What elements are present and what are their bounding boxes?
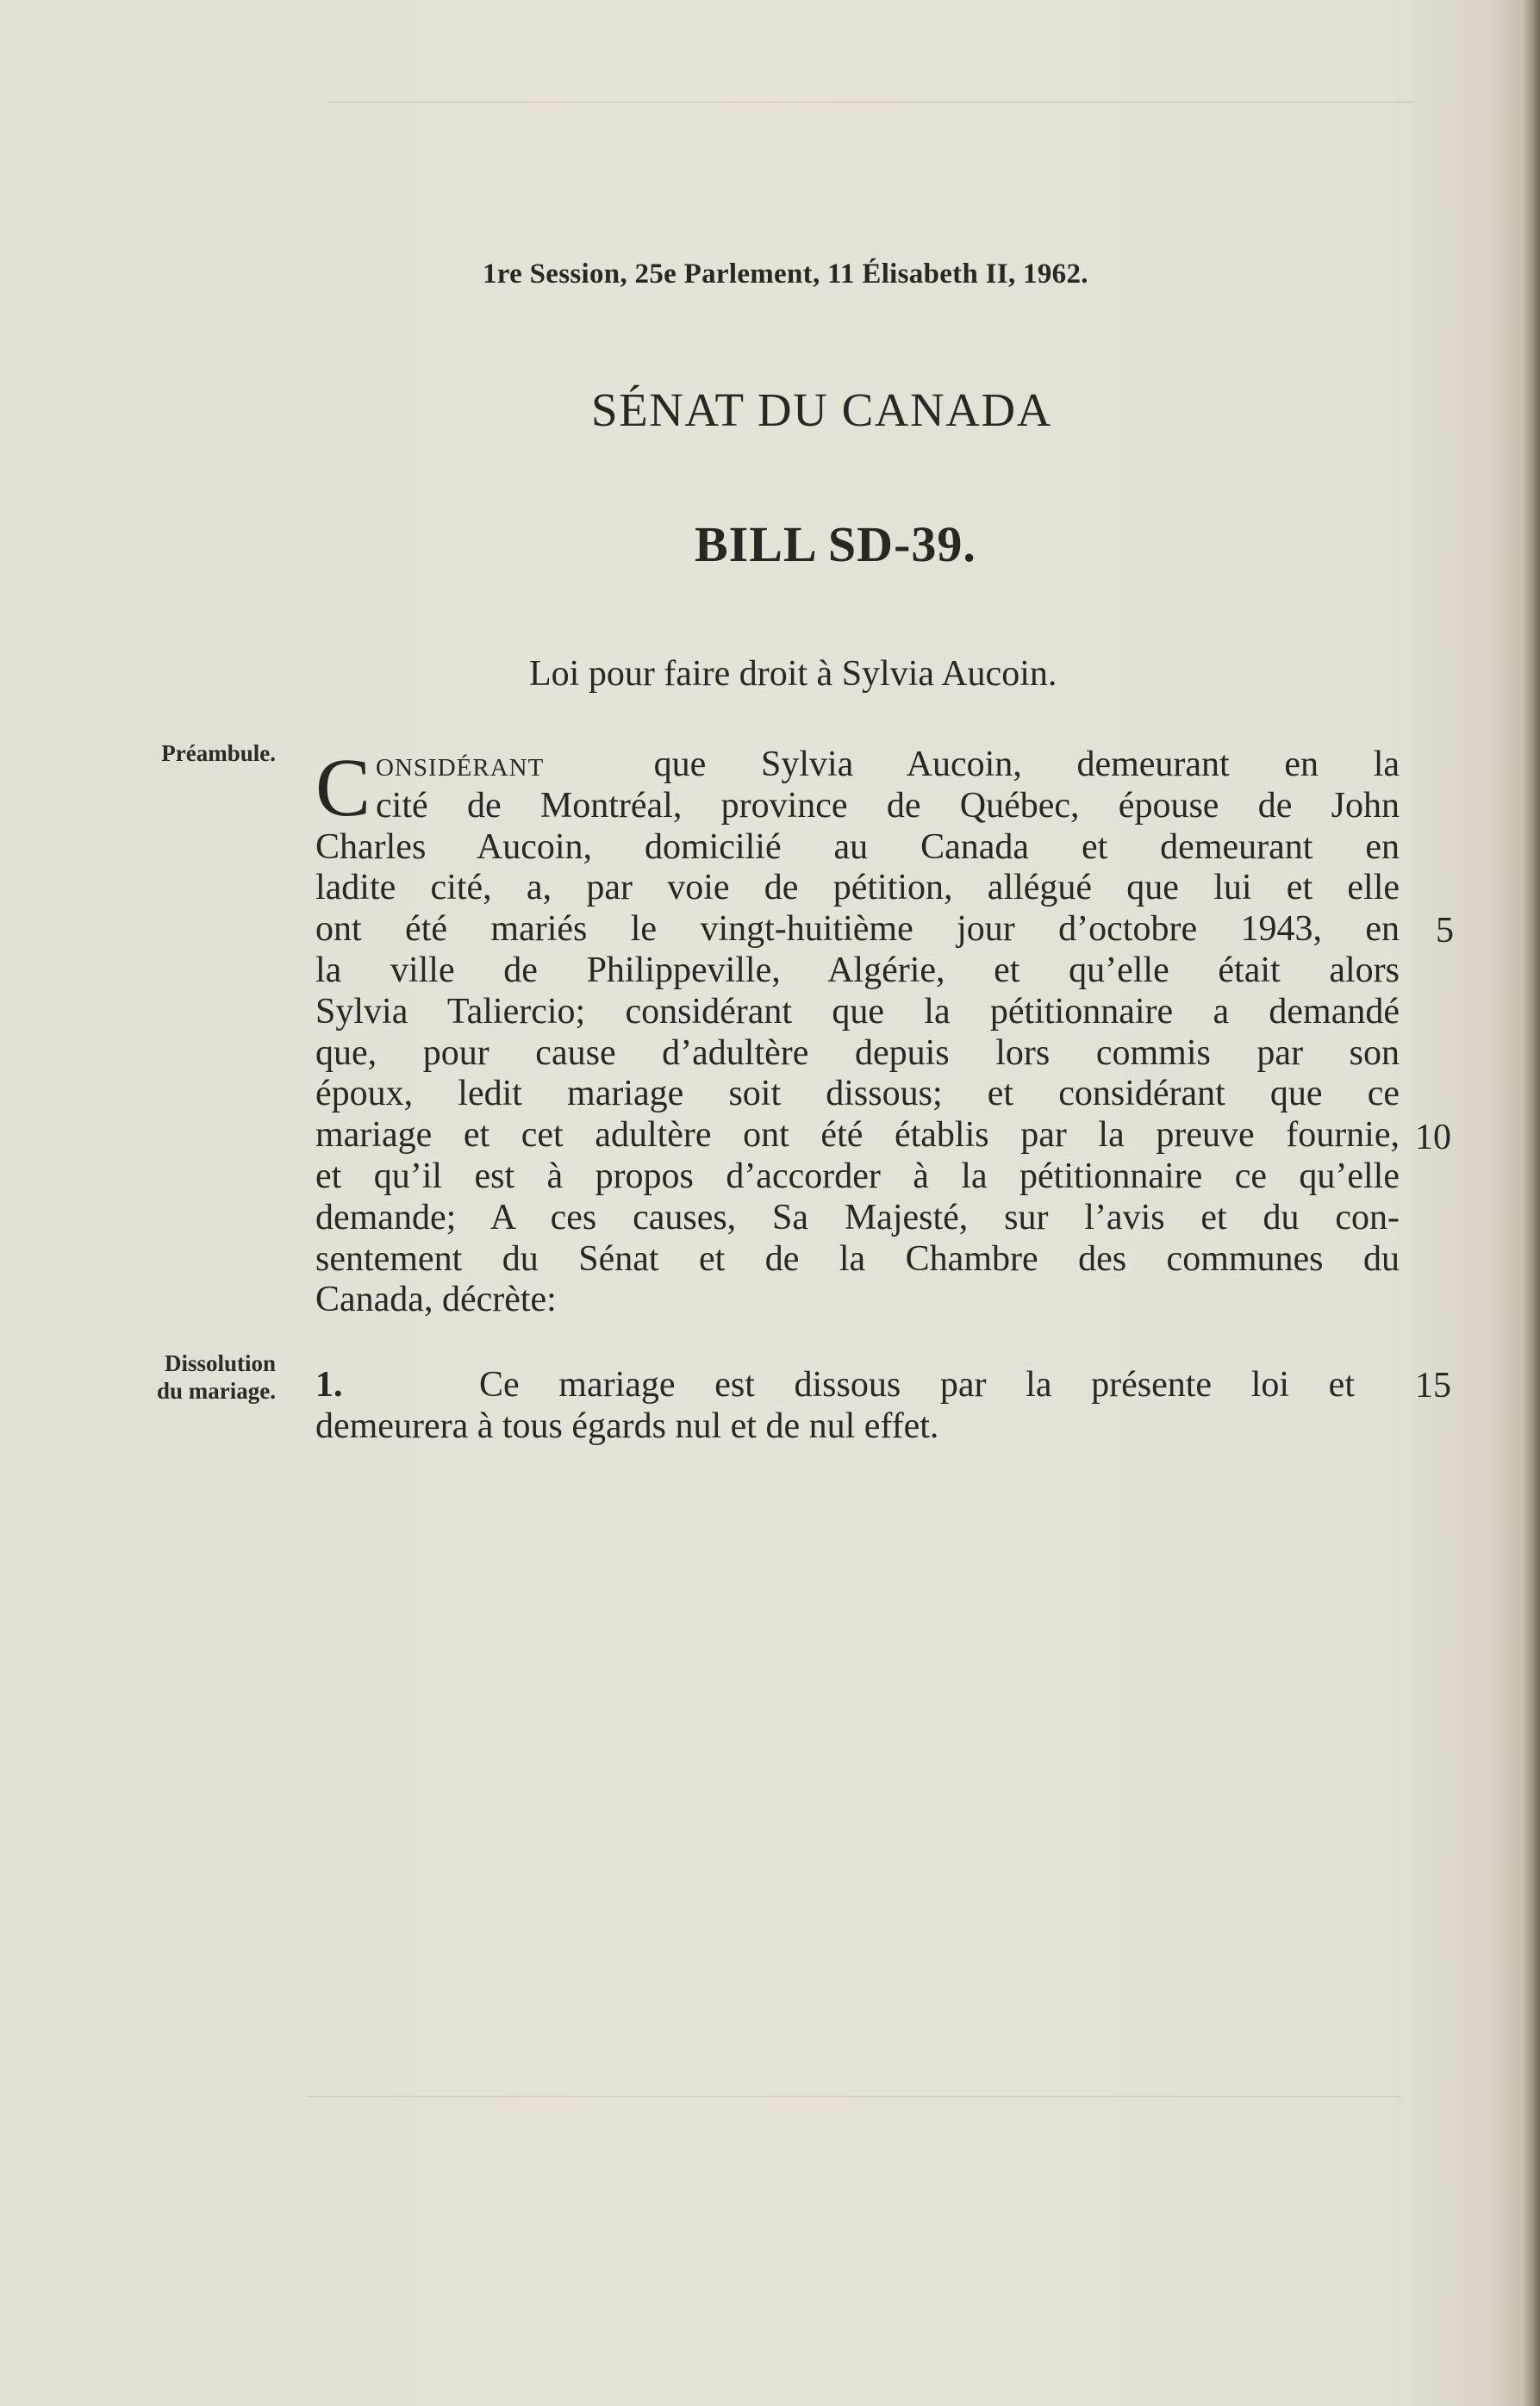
line-number-5: 5 bbox=[1436, 911, 1454, 951]
preamble-line: et qu’il est à propos d’accorder à la pétitionnaire ce qu’elle bbox=[315, 1156, 1400, 1196]
preamble-line-text: que Sylvia Aucoin, demeurant en la bbox=[653, 745, 1400, 784]
preamble-text bbox=[315, 741, 1400, 1321]
page-edge bbox=[1521, 0, 1540, 2406]
bill-number: BILL SD-39. bbox=[695, 516, 976, 572]
line-number-10: 10 bbox=[1415, 1118, 1451, 1157]
margin-note-preamble bbox=[103, 739, 276, 767]
bleed-through-line bbox=[307, 2096, 1401, 2097]
preamble-line: mariage et cet adultère ont été établis par la preuve fournie, bbox=[315, 1115, 1400, 1156]
preamble-line: Sylvia Taliercio; considérant que la pétitionnaire a demandé bbox=[315, 991, 1400, 1032]
preamble-line: Canada, décrète: bbox=[315, 1280, 557, 1320]
senate-title: SÉNAT DU CANADA bbox=[591, 383, 1052, 436]
preamble-line: que, pour cause d’adultère depuis lors commis par son bbox=[315, 1032, 1400, 1073]
section-number: 1. bbox=[315, 1365, 343, 1405]
section-1-text: Ce mariage est dissous par la présente loi et bbox=[479, 1365, 1355, 1405]
preamble-line: ladite cité, a, par voie de pétition, allégué que lui et elle bbox=[315, 868, 1400, 908]
preamble-line: cité de Montréal, province de Québec, épouse de John bbox=[376, 785, 1400, 826]
preamble-line bbox=[315, 745, 1400, 786]
first-word: onsidérant bbox=[376, 745, 545, 784]
margin-note-preamble-text: Préambule. bbox=[161, 740, 276, 766]
section-1 bbox=[315, 1365, 1400, 1448]
section-1-line bbox=[315, 1365, 1400, 1406]
act-title: Loi pour faire droit à Sylvia Aucoin. bbox=[529, 654, 1057, 694]
session-header: 1re Session, 25e Parlement, 11 Élisabeth II, 1962. bbox=[483, 259, 1088, 290]
dropcap-letter: C bbox=[315, 741, 371, 833]
preamble-line: la ville de Philippeville, Algérie, et qu’elle était alors bbox=[315, 950, 1400, 990]
margin-note-dissolution-line1: Dissolution bbox=[164, 1350, 276, 1376]
line-number-15: 15 bbox=[1415, 1366, 1451, 1406]
preamble-line: sentement du Sénat et de la Chambre des communes du bbox=[315, 1238, 1400, 1279]
section-1-line: demeurera à tous égards nul et de nul effet. bbox=[315, 1406, 939, 1446]
margin-note-dissolution bbox=[86, 1349, 276, 1405]
bleed-through-line bbox=[327, 102, 1413, 103]
preamble-line: époux, ledit mariage soit dissous; et considérant que ce bbox=[315, 1074, 1400, 1114]
preamble-line: Charles Aucoin, domicilié au Canada et demeurant en bbox=[315, 826, 1400, 867]
preamble-line: ont été mariés le vingt-huitième jour d’octobre 1943, en bbox=[315, 909, 1400, 950]
margin-note-dissolution-line2: du mariage. bbox=[157, 1378, 276, 1404]
preamble-line: demande; A ces causes, Sa Majesté, sur l’avis et du con- bbox=[315, 1197, 1400, 1237]
